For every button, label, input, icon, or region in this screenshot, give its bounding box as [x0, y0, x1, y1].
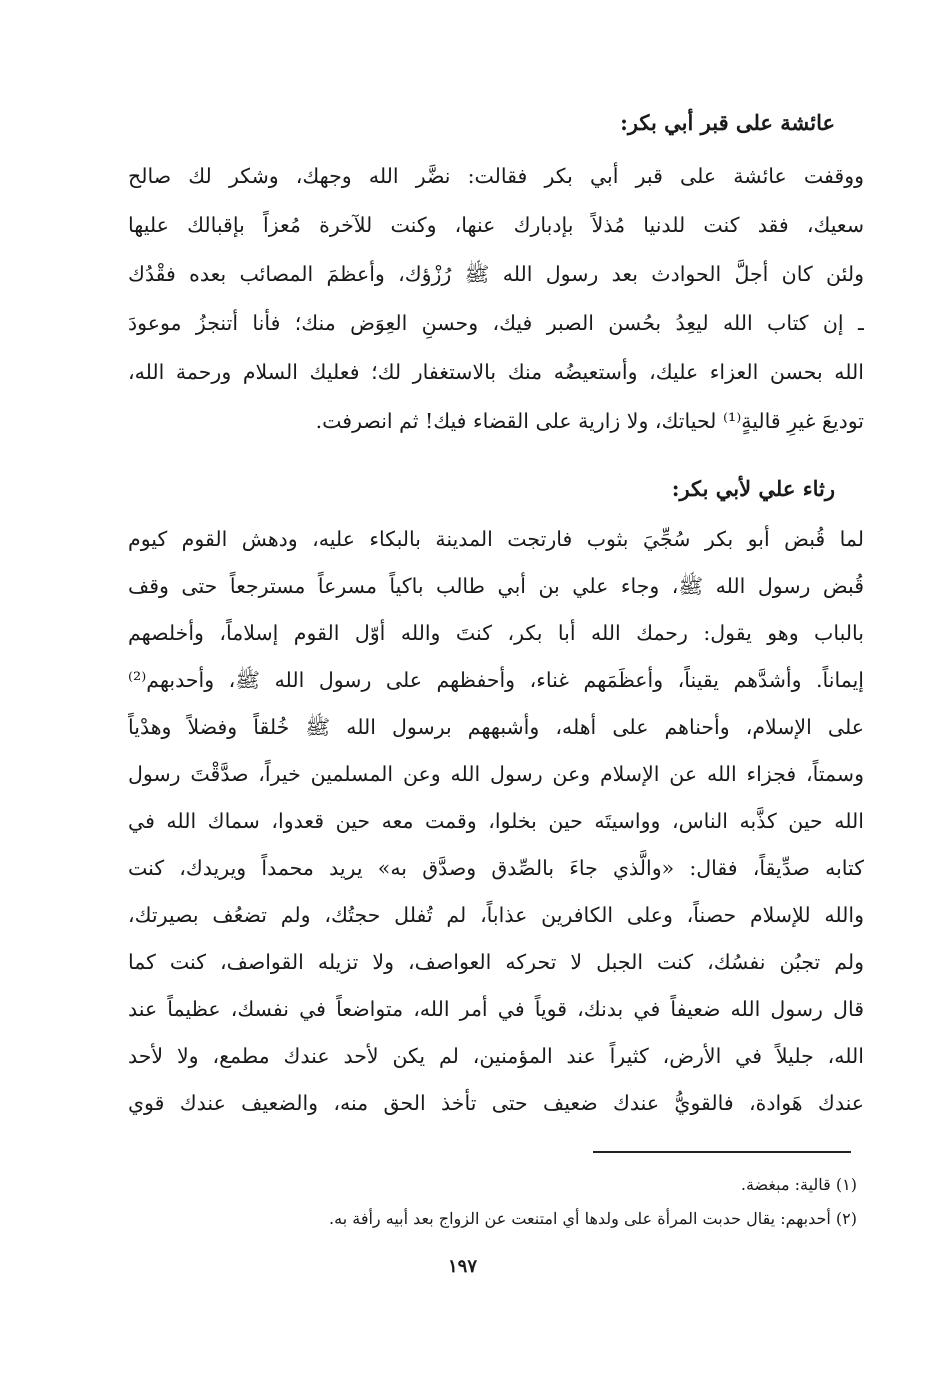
text-line: إيماناً. وأشدَّهم يقيناً، وأعظَمَهم غناء، وأحفظهم على رسول الله ﷺ، وأحدبهم⁽²⁾ — [128, 668, 864, 692]
text-line: والله للإسلام حصناً، وعلى الكافرين عذاباً، لم تُفلل حجتُك، ولم تضعُف بصيرتك، — [128, 903, 864, 927]
footnote-2: (٢) أحدبهم: يقال حدبت المرأة على ولدها أي امتنعت عن الزواج بعد أبيه رأفة به. — [329, 1209, 857, 1228]
text-line: لما قُبض أبو بكر سُجِّيَ بثوب فارتجت المدينة بالبكاء عليه، ودهش القوم كيوم — [128, 527, 864, 551]
text-line: الله، جليلاً في الأرض، كثيراً عند المؤمنين، لم يكن لأحد عندك مطمع، ولا لأحد — [128, 1044, 864, 1068]
text-line: على الإسلام، وأحناهم على أهله، وأشبههم برسول الله ﷺ خُلقاً وفضلاً وهدْياً — [128, 715, 864, 739]
text-line: كتابه صدِّيقاً، فقال: «والَّذي جاءَ بالصِّدق وصدَّق به» يريد محمداً ويريدك، كنت — [128, 856, 864, 880]
text-line: بالباب وهو يقول: رحمك الله أبا بكر، كنتَ والله أوّل القوم إسلاماً، وأخلصهم — [128, 621, 864, 645]
text-line: وسمتاً، فجزاء الله عن الإسلام وعن رسول الله وعن المسلمين خيراً، صدَّقْتَ رسول — [128, 762, 864, 786]
footnote-1: (١) قالية: مبغضة. — [740, 1175, 857, 1194]
text-line: قال رسول الله ضعيفاً في بدنك، قوياً في أمر الله، متواضعاً في نفسك، عظيماً عند — [128, 997, 864, 1021]
footnotes — [329, 1168, 857, 1236]
text-line: ولم تجبُن نفسُك، كنت الجبل لا تحركه العواصف، ولا تزيله القواصف، كنت كما — [128, 950, 864, 974]
text-line: توديعَ غيرِ قاليةٍ⁽¹⁾ لحياتك، ولا زارية على القضاء فيك! ثم انصرفت. — [315, 409, 864, 433]
page-number: ١٩٧ — [448, 1256, 478, 1277]
text-line: ووقفت عائشة على قبر أبي بكر فقالت: نضَّر الله وجهك، وشكر لك صالح — [128, 164, 864, 188]
text-line: عندك هَوادة، فالقويُّ عندك ضعيف حتى تأخذ الحق منه، والضعيف عندك قوي — [128, 1091, 864, 1115]
text-line: الله حين كذَّبه الناس، وواسيتَه حين بخلوا، وقمت معه حين قعدوا، سماك الله في — [128, 809, 864, 833]
section-heading-ali: رثاء علي لأبي بكر: — [671, 476, 835, 501]
text-line: الله بحسن العزاء عليك، وأستعيضُه منك بالاستغفار لك؛ فعليك السلام ورحمة الله، — [128, 360, 864, 384]
footnote-divider — [593, 1151, 851, 1153]
text-line: سعيك، فقد كنت للدنيا مُذلاً بإدبارك عنها، وكنت للآخرة مُعزاً بإقبالك عليها — [128, 213, 864, 237]
text-line: ولئن كان أجلَّ الحوادث بعد رسول الله ﷺ رُزْؤك، وأعظمَ المصائب بعده فقْدُك — [128, 262, 864, 286]
section-heading-aisha: عائشة على قبر أبي بكر: — [620, 110, 835, 135]
text-line: ـ إن كتاب الله ليعِدُ بحُسن الصبر فيك، وحسنِ العِوَض منك؛ فأنا أتنجزُ موعودَ — [128, 311, 864, 335]
text-line: قُبض رسول الله ﷺ، وجاء علي بن أبي طالب باكياً مسرعاً مسترجعاً حتى وقف — [128, 574, 864, 598]
